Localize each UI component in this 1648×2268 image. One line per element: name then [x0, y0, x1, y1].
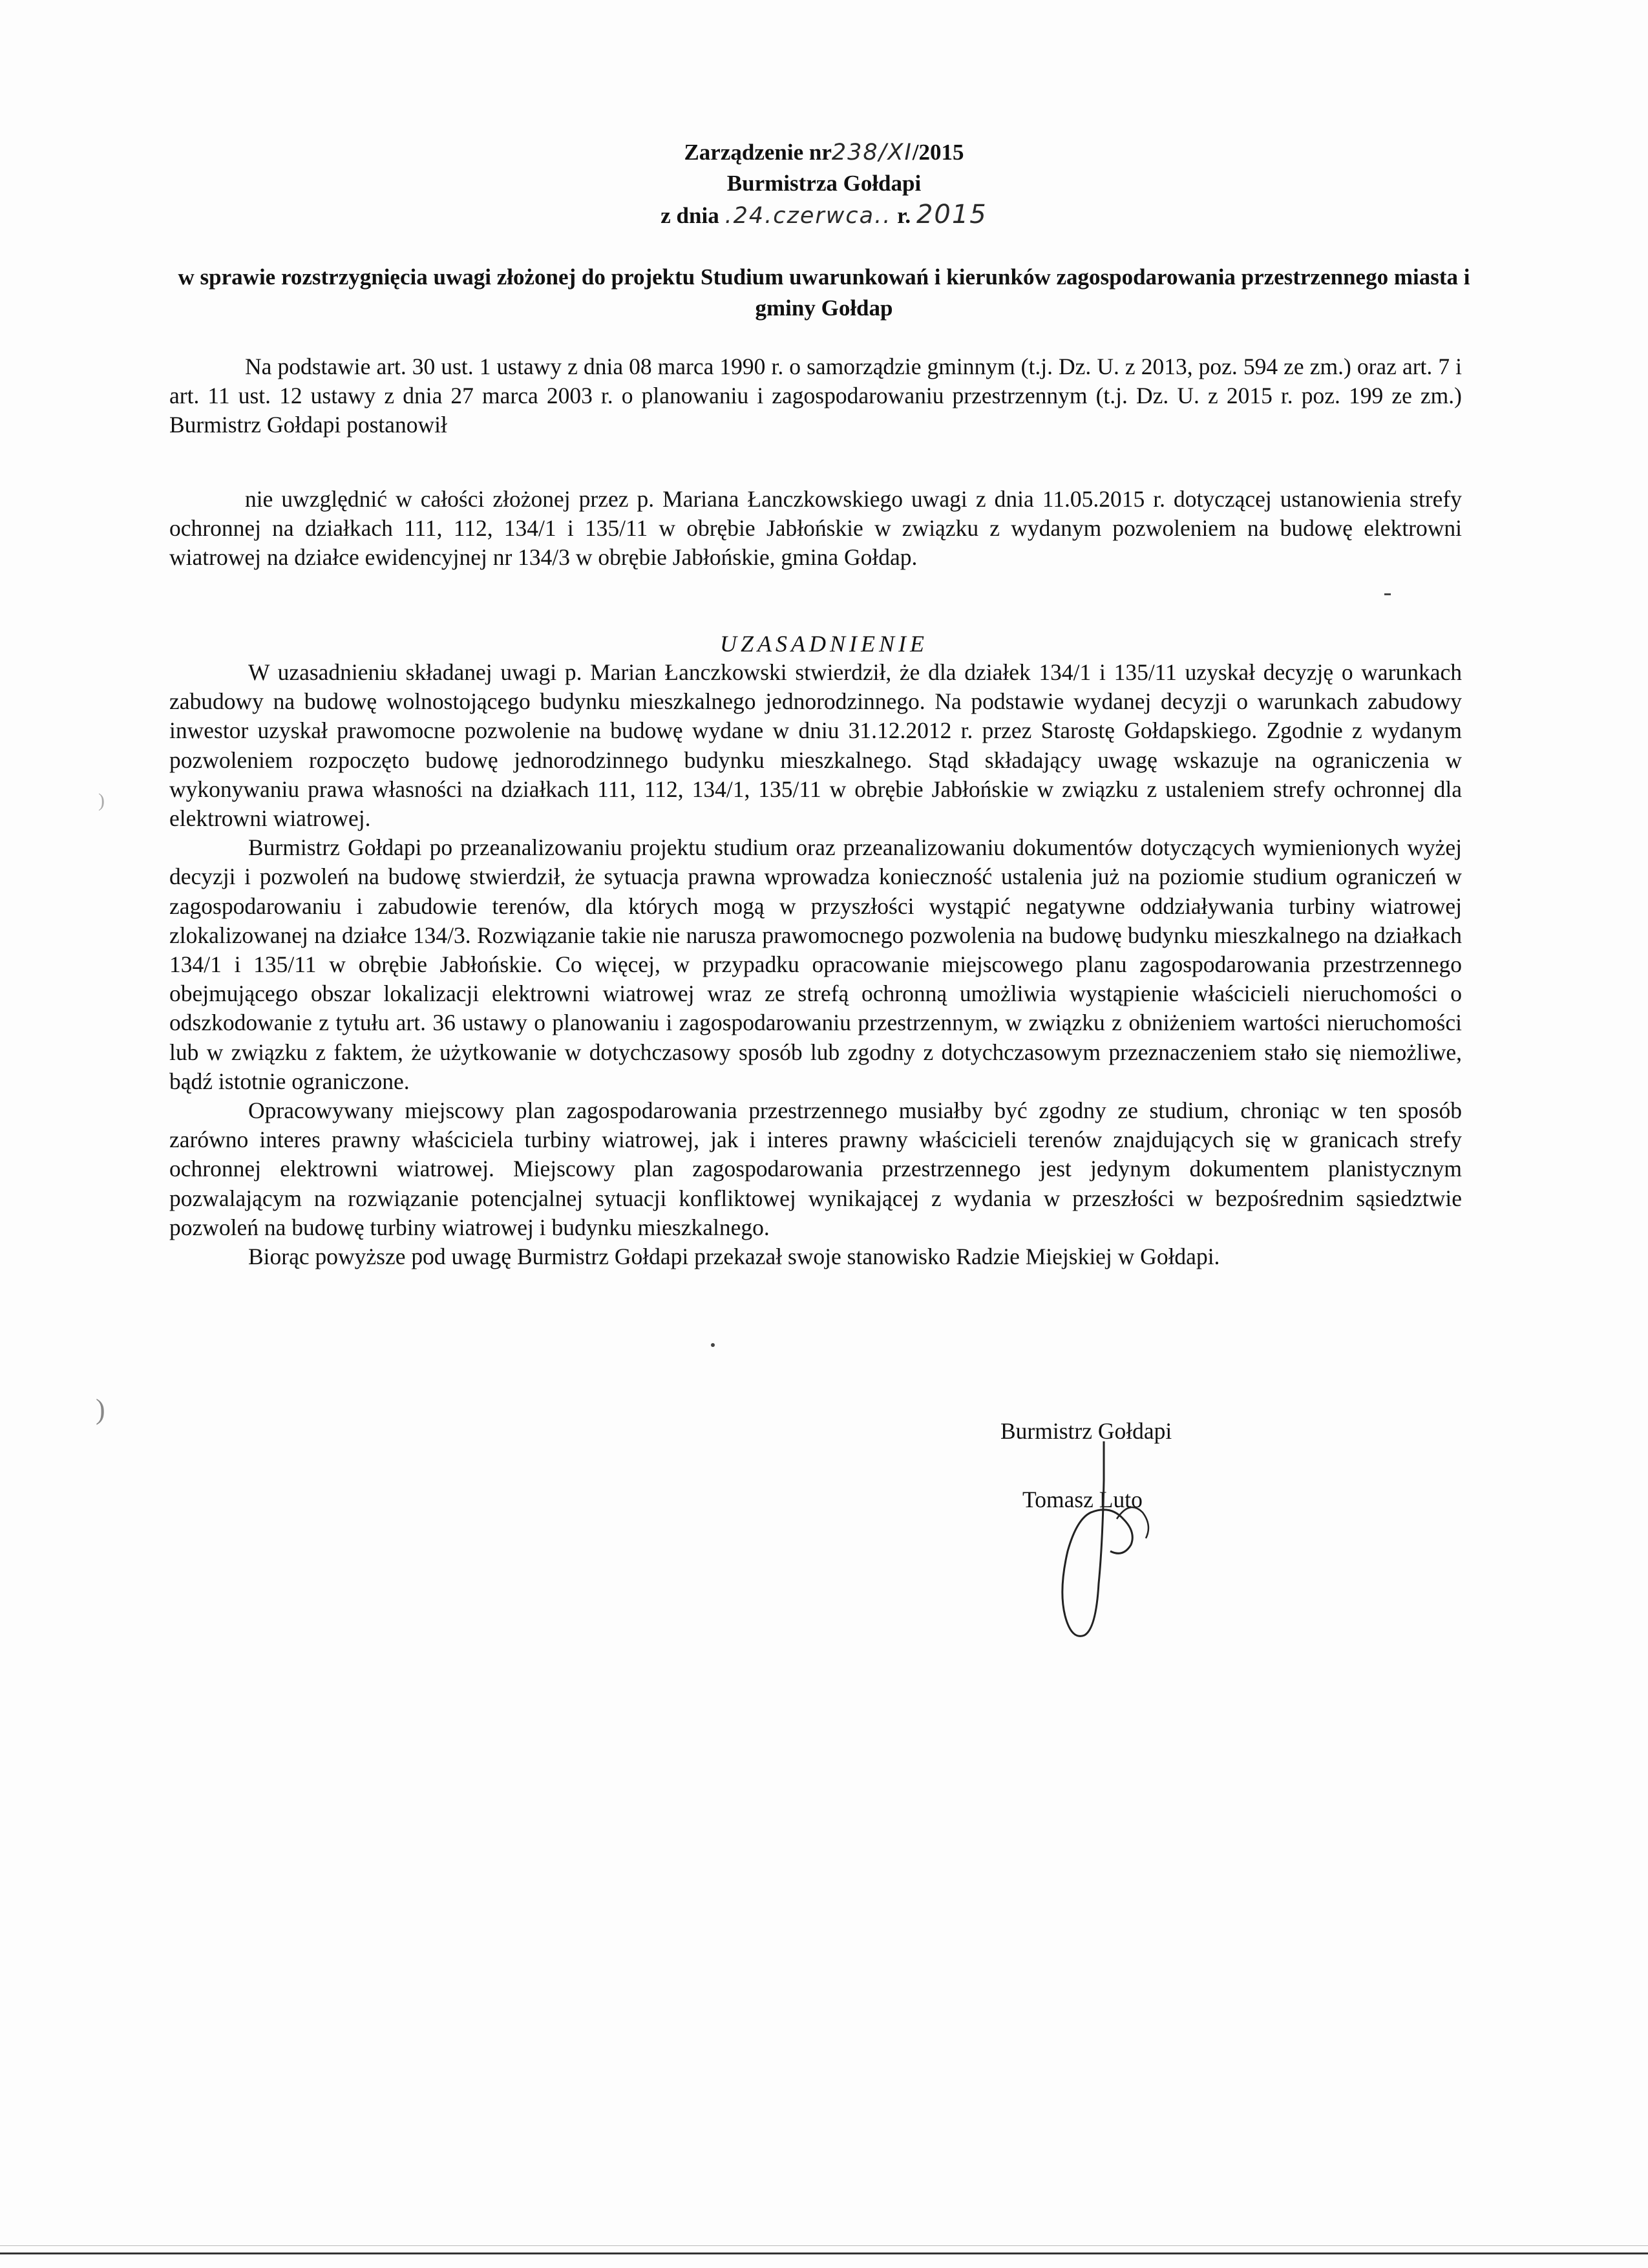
legal-basis-paragraph [169, 352, 1462, 440]
scan-edge-line [0, 2245, 1648, 2246]
justification-paragraph-3: Opracowywany miejscowy plan zagospodarowania przestrzennego musiałby być zgodny ze studium, chroniąc w ten sposób zarówno interes prawny właściciela turbiny wiatrowej, jak i interes prawny właścicieli terenów znajdujących się w granicach strefy ochronnej elektrowni wiatrowej. Miejscowy plan zagospodarowania przestrzennego jest jedynym dokumentem planistycznym pozwalającym na rozwiązanie potencjalnej sytuacji konfliktowej wynikającej z wydania w przeszłości w bezpośrednim sąsiedztwie pozwoleń na budowę turbiny wiatrowej i budynku mieszkalnego. [169, 1097, 1462, 1240]
date-r: r. [897, 203, 911, 228]
document-subject: w sprawie rozstrzygnięcia uwagi złożonej do projektu Studium uwarunkowań i kierunków zagospodarowania przestrzennego miasta i gminy Gołdap [178, 264, 1470, 321]
legal-basis-text: Na podstawie art. 30 ust. 1 ustawy z dnia 08 marca 1990 r. o samorządzie gminnym (t.j. Dz. U. z 2013, poz. 594 ze zm.) oraz art. 7 i art. 11 ust. 12 ustawy z dnia 27 marca 2003 r. o planowaniu i zagospodarowaniu przestrzennym (t.j. Dz. U. z 2015 r. poz. 199 ze zm.) Burmistrz Gołdapi postanowił [169, 354, 1462, 438]
signatory-title: Burmistrz Gołdapi [1000, 1418, 1172, 1444]
date-line [0, 199, 1648, 231]
margin-mark: ) [96, 1394, 105, 1425]
scan-speck [1384, 593, 1391, 595]
justification-paragraph-4: Biorąc powyższe pod uwagę Burmistrz Gołdapi przekazał swoje stanowisko Radzie Miejskiej w Gołdapi. [248, 1244, 1220, 1270]
order-title-suffix: /2015 [912, 140, 964, 165]
margin-mark: ) [98, 790, 105, 811]
document-header [0, 137, 1648, 231]
handwritten-year: 2015 [916, 200, 988, 229]
decision-text: nie uwzględnić w całości złożonej przez p. Mariana Łanczkowskiego uwagi z dnia 11.05.2015 r. dotyczącej ustanowienia strefy ochronnej na działkach 111, 112, 134/1 i 135/11 w obrębie Jabłońskie w związku z wydanym pozwoleniem na budowę elektrowni wiatrowej na działce ewidencyjnej nr 134/3 w obrębie Jabłońskie, gmina Gołdap. [169, 486, 1462, 571]
handwritten-signature-icon [1020, 1441, 1188, 1661]
justification-paragraph-2: Burmistrz Gołdapi po przeanalizowaniu projektu studium oraz przeanalizowaniu dokumentów dotyczących wymienionych wyżej decyzji i pozwoleń na budowę stwierdził, że sytuacja prawna wprowadza konieczność ustalenia już na poziomie studium ograniczeń w zagospodarowaniu i zabudowie terenów, dla których mogą w przyszłości wystąpić negatywne oddziaływania turbiny wiatrowej zlokalizowanej na działce 134/3. Rozwiązanie takie nie narusza prawomocnego pozwolenia na budowę budynku mieszkalnego na działkach 134/1 i 135/11 w obrębie Jabłońskie. Co więcej, w przypadku opracowanie miejscowego planu zagospodarowania przestrzennego obejmującego obszar lokalizacji elektrowni wiatrowej wraz ze strefą ochronną umożliwia wystąpienie właścicieli nieruchomości o odszkodowanie z tytułu art. 36 ustawy o planowaniu i zagospodarowaniu przestrzennym, w związku z obniżeniem wartości nieruchomości lub w związku z faktem, że użytkowanie w dotychczasowy sposób lub zgodny z dotychczasowym przeznaczeniem stało się niemożliwe, bądź istotnie ograniczone. [169, 834, 1462, 1094]
scan-edge-line [0, 2252, 1648, 2254]
handwritten-date: .24.czerwca.. [724, 203, 892, 229]
justification-paragraph-1: W uzasadnieniu składanej uwagi p. Marian Łanczkowski stwierdził, że dla działek 134/1 i 135/11 uzyskał decyzję o warunkach zabudowy na budowę wolnostojącego budynku mieszkalnego jednorodzinnego. Na podstawie wydanej decyzji o warunkach zabudowy inwestor uzyskał prawomocne pozwolenie na budowę wydane w dniu 31.12.2012 r. przez Starostę Gołdapskiego. Zgodnie z wydanym pozwoleniem rozpoczęto budowę jednorodzinnego budynku mieszkalnego. Stąd składający uwagę wskazuje na ograniczenia w wykonywaniu prawa własności na działkach 111, 112, 134/1, 135/11 w obrębie Jabłońskie w związku z ustaleniem strefy ochronnej dla elektrowni wiatrowej. [169, 659, 1462, 832]
date-prefix: z dnia [660, 203, 719, 228]
signatory-name: Tomasz Luto [1022, 1487, 1143, 1512]
justification-heading: UZASADNIENIE [720, 631, 928, 657]
order-title-prefix: Zarządzenie nr [684, 140, 832, 165]
order-number-line [0, 137, 1648, 168]
justification-body [169, 658, 1462, 1271]
scan-speck [711, 1343, 715, 1347]
decision-paragraph [169, 485, 1462, 573]
issuer-line: Burmistrza Gołdapi [726, 171, 922, 196]
handwritten-order-number: 238/XI [831, 140, 913, 165]
